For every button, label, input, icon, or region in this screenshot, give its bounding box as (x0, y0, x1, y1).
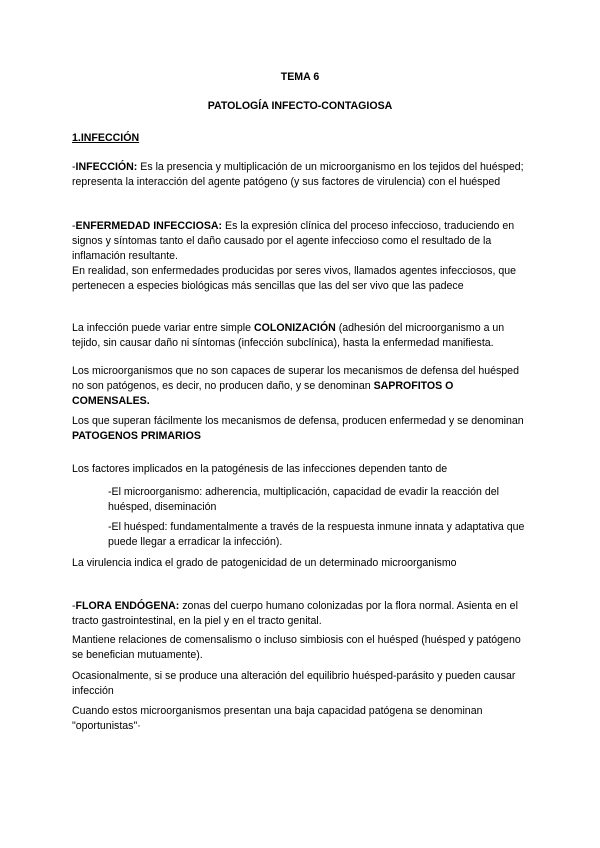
prefix: - (72, 220, 76, 232)
paragraph-colonizacion (72, 321, 532, 351)
paragraph-flora (72, 599, 532, 629)
paragraph-virulencia: La virulencia indica el grado de patogenicidad de un determinado microorganismo (72, 557, 457, 569)
text: La infección puede variar entre simple (72, 322, 254, 334)
definition-text: Es la expresión clínica del proceso infeccioso, traduciendo en signos y síntomas tanto el daño causado por el agente infeccioso como el resultado de la inflamación resultante. (72, 220, 515, 262)
term-colonizacion: COLONIZACIÓN (253, 322, 336, 334)
prefix: - (72, 161, 76, 173)
term-enfermedad: ENFERMEDAD INFECCIOSA: (75, 220, 223, 232)
factor-huesped (108, 520, 528, 550)
paragraph-enfermedad (72, 219, 532, 294)
definition-text: zonas del cuerpo humano colonizadas por la flora normal. Asienta en el tracto gastrointestinal, en la piel y en el tracto genital. (72, 600, 518, 627)
text: (adhesión del microorganismo a un tejido, sin causar daño ni síntomas (infección subclínica), hasta la enfermedad manifiesta. (72, 322, 505, 349)
text: Los que superan fácilmente los mecanismos de defensa, producen enfermedad y se denominan (72, 415, 524, 427)
term-saprofitos: SAPROFITOS O COMENSALES. (72, 380, 454, 407)
doc-subtitle: PATOLOGÍA INFECTO-CONTAGIOSA (207, 100, 393, 112)
list-item: -El microorganismo: adherencia, multiplicación, capacidad de evadir la reacción del huésped, diseminación (108, 486, 499, 513)
term-patogenos: PATOGENOS PRIMARIOS (72, 430, 201, 442)
term-flora: FLORA ENDÓGENA: (75, 600, 180, 612)
paragraph-comensalismo: Mantiene relaciones de comensalismo o incluso simbiosis con el huésped (huésped y patógeno se benefician mutuamente). (72, 634, 521, 661)
definition-text: Es la presencia y multiplicación de un microorganismo en los tejidos del huésped; representa la interacción del agente patógeno (y sus factores de virulencia) con el huésped (72, 161, 524, 188)
factor-microorganismo (108, 485, 528, 515)
prefix: - (72, 600, 76, 612)
factores-intro: Los factores implicados en la patogénesis de las infecciones dependen tanto de (72, 463, 448, 475)
definition-text-2: En realidad, son enfermedades producidas por seres vivos, llamados agentes infecciosos, que pertenecen a especies biológicas más sencillas que las del ser vivo que las padece (72, 265, 517, 292)
paragraph-infeccion (72, 160, 532, 190)
list-item: -El huésped: fundamentalmente a través de la respuesta inmune innata y adaptativa que puede llegar a erradicar la infección). (108, 521, 525, 548)
doc-title: TEMA 6 (280, 71, 320, 83)
section-heading: 1.INFECCIÓN (72, 132, 140, 144)
paragraph-oportunistas: Cuando estos microorganismos presentan una baja capacidad patógena se denominan "oportunistas"· (72, 705, 483, 732)
paragraph-saprofitos (72, 364, 532, 409)
paragraph-patogenos (72, 414, 532, 444)
paragraph-ocasional: Ocasionalmente, si se produce una alteración del equilibrio huésped-parásito y pueden causar infección (72, 670, 516, 697)
text: Los microorganismos que no son capaces de superar los mecanismos de defensa del huésped no son patógenos, es decir, no producen daño, y se denominan (72, 365, 519, 392)
term-infeccion: INFECCIÓN: (75, 161, 138, 173)
